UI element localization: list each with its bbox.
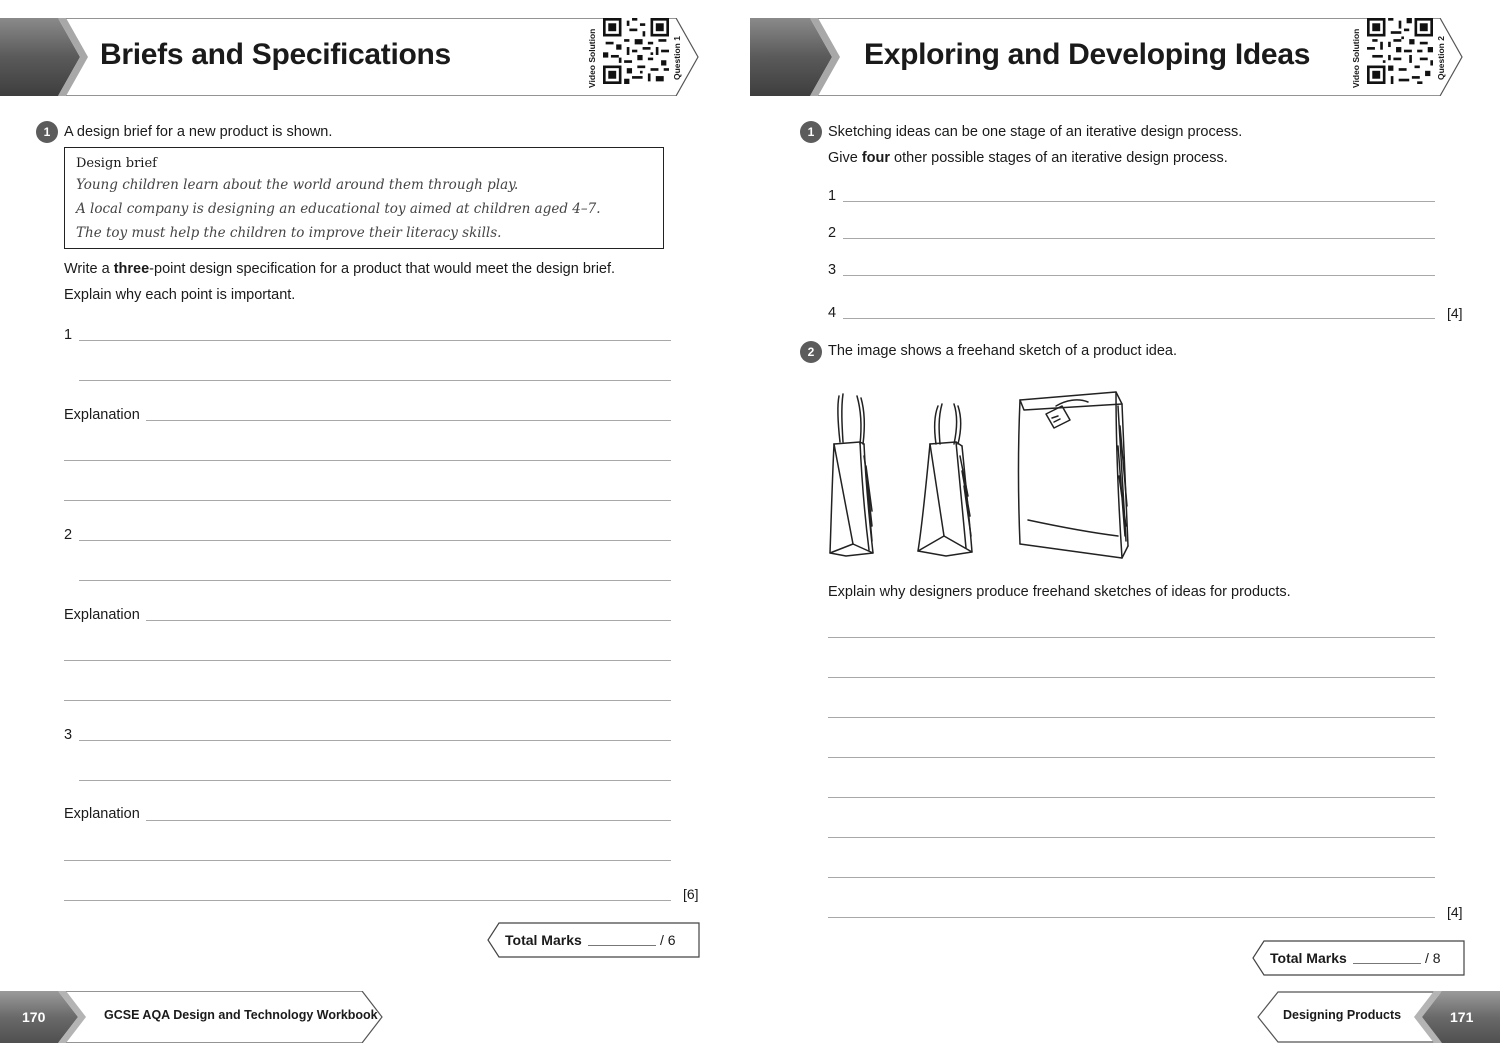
answer-line[interactable]	[828, 637, 1435, 638]
answer-line[interactable]	[146, 820, 671, 821]
total-marks-input[interactable]	[1353, 963, 1421, 964]
marks-indicator: [4]	[1447, 305, 1463, 321]
answer-line[interactable]	[146, 420, 671, 421]
instruction-text: Give	[828, 150, 862, 166]
question-number-badge: 2	[800, 341, 822, 363]
question-instruction	[64, 261, 615, 277]
bag-front-view	[1019, 392, 1129, 558]
question-label: Question 2	[1436, 36, 1446, 80]
answer-line[interactable]	[828, 797, 1435, 798]
answer-line[interactable]	[79, 380, 671, 381]
question-instruction: Explain why designers produce freehand sketches of ideas for products.	[828, 584, 1291, 600]
total-marks-max: / 6	[660, 932, 676, 948]
instruction-bold: four	[861, 150, 891, 166]
left-footer	[0, 991, 384, 1043]
answer-line[interactable]	[843, 238, 1435, 239]
bag-side-view	[830, 394, 873, 556]
answer-label: 2	[64, 527, 73, 543]
bag-angled-view	[918, 404, 972, 556]
answer-line[interactable]	[64, 860, 671, 861]
answer-line[interactable]	[64, 500, 671, 501]
section-title: Designing Products	[1283, 1008, 1402, 1022]
book-title: GCSE AQA Design and Technology Workbook	[104, 1008, 378, 1022]
answer-line[interactable]	[828, 877, 1435, 878]
instruction-bold: three	[113, 261, 150, 277]
question-label: Question 1	[672, 36, 682, 80]
answer-line[interactable]	[64, 700, 671, 701]
question-instruction	[828, 150, 1228, 166]
answer-line[interactable]	[64, 460, 671, 461]
page-title: Exploring and Developing Ideas	[864, 38, 1311, 71]
answer-line[interactable]	[79, 340, 671, 341]
answer-label: 2	[828, 225, 837, 241]
question-number-badge: 1	[36, 121, 58, 143]
answer-line[interactable]	[828, 717, 1435, 718]
instruction-text: Write a	[64, 261, 114, 277]
question-number-badge: 1	[800, 121, 822, 143]
brief-heading: Design brief	[76, 156, 157, 171]
answer-label: 1	[64, 327, 73, 343]
answer-line[interactable]	[843, 201, 1435, 202]
brief-line: Young children learn about the world around them through play.	[76, 177, 519, 193]
video-solution-label: Video Solution	[1351, 28, 1361, 88]
answer-label: 4	[828, 305, 837, 321]
instruction-text: -point design specification for a product that would meet the design brief.	[149, 261, 616, 277]
answer-line[interactable]	[828, 677, 1435, 678]
page-title: Briefs and Specifications	[100, 38, 451, 71]
instruction-text: other possible stages of an iterative design process.	[890, 150, 1228, 166]
marks-indicator: [6]	[683, 886, 699, 902]
qr-code-icon[interactable]	[603, 18, 669, 84]
left-header-banner	[0, 18, 702, 96]
question-intro: A design brief for a new product is shown.	[64, 124, 333, 140]
page-number: 170	[22, 1009, 46, 1025]
question-intro: The image shows a freehand sketch of a product idea.	[828, 343, 1178, 359]
brief-line: The toy must help the children to improve their literacy skills.	[76, 225, 502, 241]
answer-line[interactable]	[843, 275, 1435, 276]
answer-line[interactable]	[64, 660, 671, 661]
total-marks-label: Total Marks	[505, 932, 582, 948]
brief-line: A local company is designing an educational toy aimed at children aged 4–7.	[76, 201, 601, 217]
qr-code-icon[interactable]	[1367, 18, 1433, 84]
question-instruction-2: Explain why each point is important.	[64, 287, 296, 303]
answer-line[interactable]	[828, 837, 1435, 838]
design-brief-box	[64, 147, 664, 249]
marks-indicator: [4]	[1447, 904, 1463, 920]
explanation-label: Explanation	[64, 607, 140, 623]
bag-sketch-image	[826, 386, 1166, 566]
total-marks-box	[1252, 940, 1466, 976]
right-header-banner	[750, 18, 1466, 96]
right-footer	[1256, 991, 1500, 1043]
total-marks-input[interactable]	[588, 945, 656, 946]
answer-label: 3	[828, 262, 837, 278]
answer-line[interactable]	[64, 900, 671, 901]
answer-line[interactable]	[828, 917, 1435, 918]
page-number: 171	[1450, 1009, 1474, 1025]
answer-label: 3	[64, 727, 73, 743]
answer-line[interactable]	[79, 540, 671, 541]
total-marks-box	[487, 922, 701, 958]
question-text: Sketching ideas can be one stage of an iterative design process.	[828, 124, 1243, 140]
answer-line[interactable]	[79, 740, 671, 741]
answer-line[interactable]	[146, 620, 671, 621]
answer-line[interactable]	[828, 757, 1435, 758]
video-solution-label: Video Solution	[587, 28, 597, 88]
right-page	[750, 0, 1500, 1061]
answer-line[interactable]	[79, 580, 671, 581]
answer-line[interactable]	[843, 318, 1435, 319]
answer-label: 1	[828, 188, 837, 204]
answer-line[interactable]	[79, 780, 671, 781]
explanation-label: Explanation	[64, 407, 140, 423]
total-marks-max: / 8	[1425, 950, 1441, 966]
explanation-label: Explanation	[64, 806, 140, 822]
total-marks-label: Total Marks	[1270, 950, 1347, 966]
